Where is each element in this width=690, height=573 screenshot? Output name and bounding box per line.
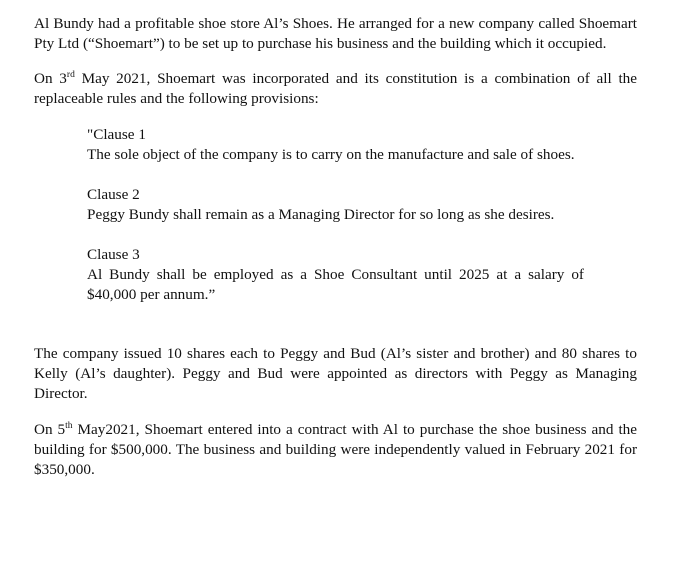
document-page xyxy=(34,14,637,480)
paragraph-shares: The company issued 10 shares each to Peggy and Bud (Al’s sister and brother) and 80 shares to Kelly (Al’s daughter). Peggy and Bud were appointed as directors with Peggy as Managing Director. xyxy=(34,345,637,402)
clause-3 xyxy=(87,245,584,305)
contract-prefix: On 5 xyxy=(34,421,66,438)
constitution-clauses xyxy=(87,125,584,305)
clause-heading: "Clause 1 xyxy=(87,126,146,143)
contract-text: May2021, Shoemart entered into a contract with Al to purchase the shoe business and the building for $500,000. The business and building were independently valued in February 2021 for $350,000. xyxy=(34,421,638,478)
clause-1 xyxy=(87,125,584,165)
clause-body: Al Bundy shall be employed as a Shoe Consultant until 2025 at a salary of $40,000 per annum.” xyxy=(87,266,584,303)
paragraph-incorporation xyxy=(34,69,637,109)
clause-body: The sole object of the company is to carry on the manufacture and sale of shoes. xyxy=(87,146,575,163)
clause-body: Peggy Bundy shall remain as a Managing Director for so long as she desires. xyxy=(87,206,555,223)
ordinal-suffix: rd xyxy=(66,70,75,80)
clause-heading: Clause 3 xyxy=(87,246,140,263)
incorporation-text: May 2021, Shoemart was incorporated and its constitution is a combination of all the replaceable rules and the following provisions: xyxy=(34,70,637,107)
clause-heading: Clause 2 xyxy=(87,186,140,203)
ordinal-suffix: th xyxy=(65,421,73,431)
paragraph-contract xyxy=(34,420,637,480)
incorporation-prefix: On 3 xyxy=(34,70,67,87)
clause-2 xyxy=(87,185,584,225)
paragraph-intro: Al Bundy had a profitable shoe store Al’s Shoes. He arranged for a new company called Shoemart Pty Ltd (“Shoemart”) to be set up to purchase his business and the building which it occupied. xyxy=(34,15,637,52)
